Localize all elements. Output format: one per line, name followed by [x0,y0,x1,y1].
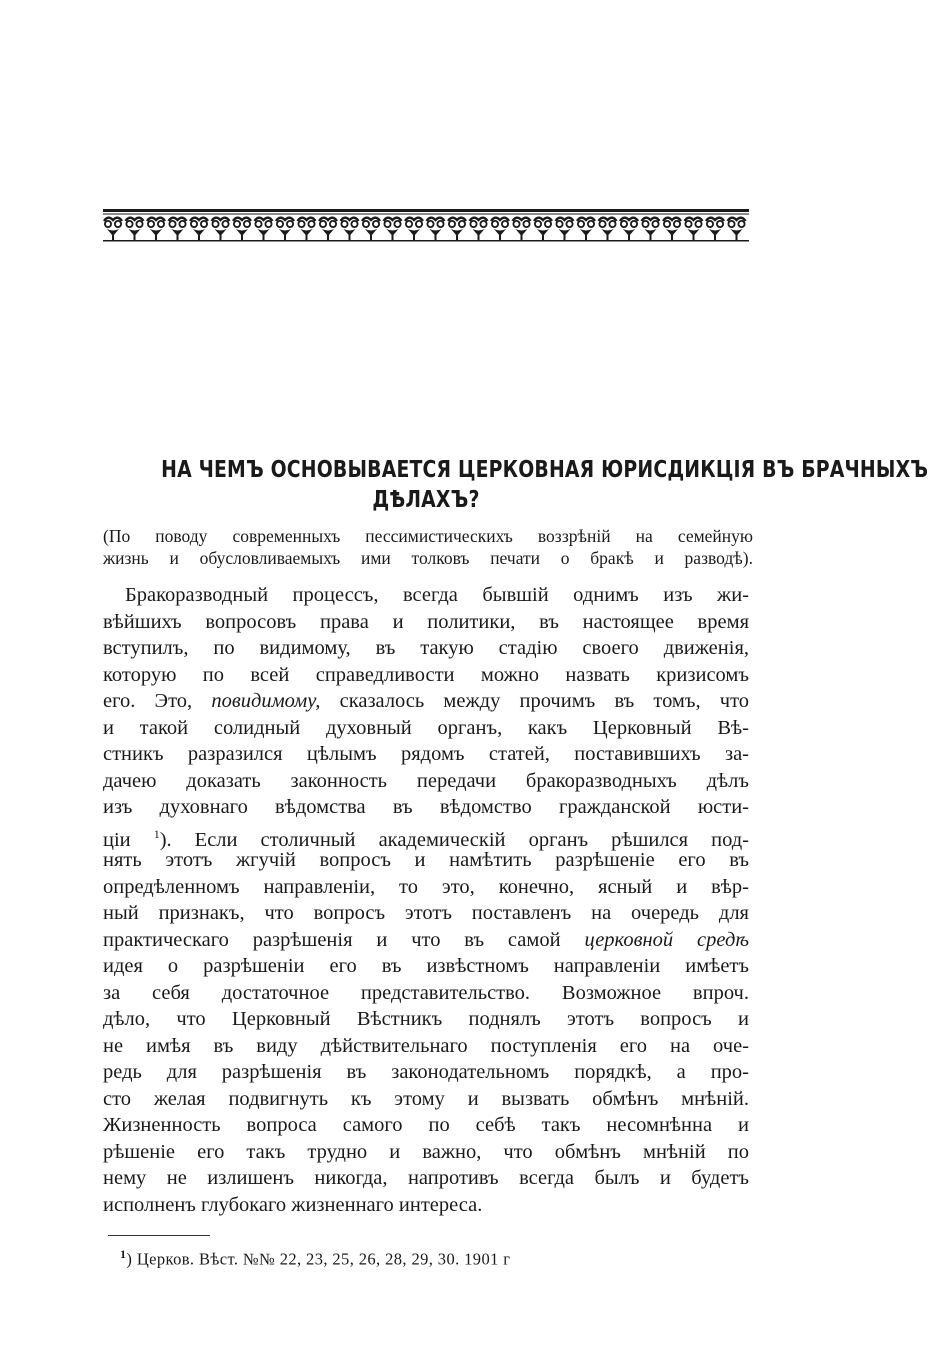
title-line-1: НА ЧЕМЪ ОСНОВЫВАЕТСЯ ЦЕРКОВНАЯ ЮРИСДИКЦІЯ ВЪ БРАЧНЫХЪ [161,457,928,483]
floral-border-band-icon [103,209,749,243]
body-line: нять этотъ жгучій вопросъ и намѣтить разрѣшеніе его въ [103,849,749,871]
body-line: идея о разрѣшеніи его въ извѣстномъ направленіи имѣетъ [103,955,749,977]
footnote-text: ) Церков. Вѣст. №№ 22, 23, 25, 26, 28, 29, 30. 1901 г [126,1249,511,1269]
body-line: Жизненность вопроса самого по себѣ такъ несомнѣнна и [103,1114,749,1136]
body-line: Бракоразводный процессъ, всегда бывшій однимъ изъ жи- [125,584,749,606]
body-line: рѣшеніе его такъ трудно и важно, что обмѣнъ мнѣній по [103,1140,749,1163]
body-line [103,688,749,715]
body-line [103,821,750,851]
body-italic-text: церковной средѣ [584,928,750,951]
body-text: ). Если столичный академическій органъ рѣшился под- [159,828,750,851]
body-text: его. Это, [103,690,193,712]
body-line: вѣйшихъ вопросовъ права и политики, въ настоящее время [103,610,749,633]
body-line: изъ духовнаго вѣдомства въ вѣдомство гражданской юсти- [103,796,749,818]
body-line: которую по всей справедливости можно назвать кризисомъ [103,663,749,686]
body-text: практическаго разрѣшенія и что въ самой [103,928,561,951]
body-line: дѣло, что Церковный Вѣстникъ поднялъ этотъ вопросъ и [103,1008,749,1030]
body-line: исполненъ глубокаго жизненнаго интереса. [103,1193,483,1216]
body-line: ный признакъ, что вопросъ этотъ поставленъ на очередь для [103,902,749,924]
body-line: и такой солидный духовный органъ, какъ Церковный Вѣ- [103,716,749,739]
body-line: стникъ разразился цѣлымъ рядомъ статей, поставившихъ за- [103,743,749,765]
body-line: дачею доказать законность передачи бракоразводныхъ дѣлъ [103,769,749,792]
body-text: сказалось между прочимъ въ томъ, что [339,690,750,712]
subtitle-line-1: (По поводу современныхъ пессимистическихъ воззрѣній на семейную [103,526,753,546]
body-text: ціи [103,828,131,851]
subtitle-line-2: жизнь и обусловливаемыхъ ими толковъ печати о бракѣ и разводѣ). [103,548,753,568]
body-line [103,927,749,954]
body-line: не имѣя въ виду дѣйствительнаго поступленія его на оче- [103,1034,749,1057]
body-line: опредѣленномъ направленіи, то это, конечно, ясный и вѣр- [103,875,749,898]
body-line: сто желая подвигнуть къ этому и вызвать обмѣнъ мнѣній. [103,1087,749,1110]
footnote [120,1243,510,1271]
body-line: редь для разрѣшенія въ законодательномъ порядкѣ, а про- [103,1061,749,1083]
body-line: нему не излишенъ никогда, напротивъ всегда былъ и будетъ [103,1167,749,1189]
article-body [103,582,749,1218]
title-line-2: ДѢЛАХЪ? [372,487,480,513]
body-line: за себя достаточное представительство. Возможное впроч. [103,981,749,1004]
footnote-divider [108,1235,210,1236]
footnote-reference: 1 [153,826,160,841]
body-line: вступилъ, по видимому, въ такую стадію своего движенія, [103,637,749,659]
article-subtitle [103,525,753,569]
article-title [161,455,928,515]
body-italic-text: повидимому, [211,690,321,712]
footnote-mark: 1 [120,1247,127,1261]
